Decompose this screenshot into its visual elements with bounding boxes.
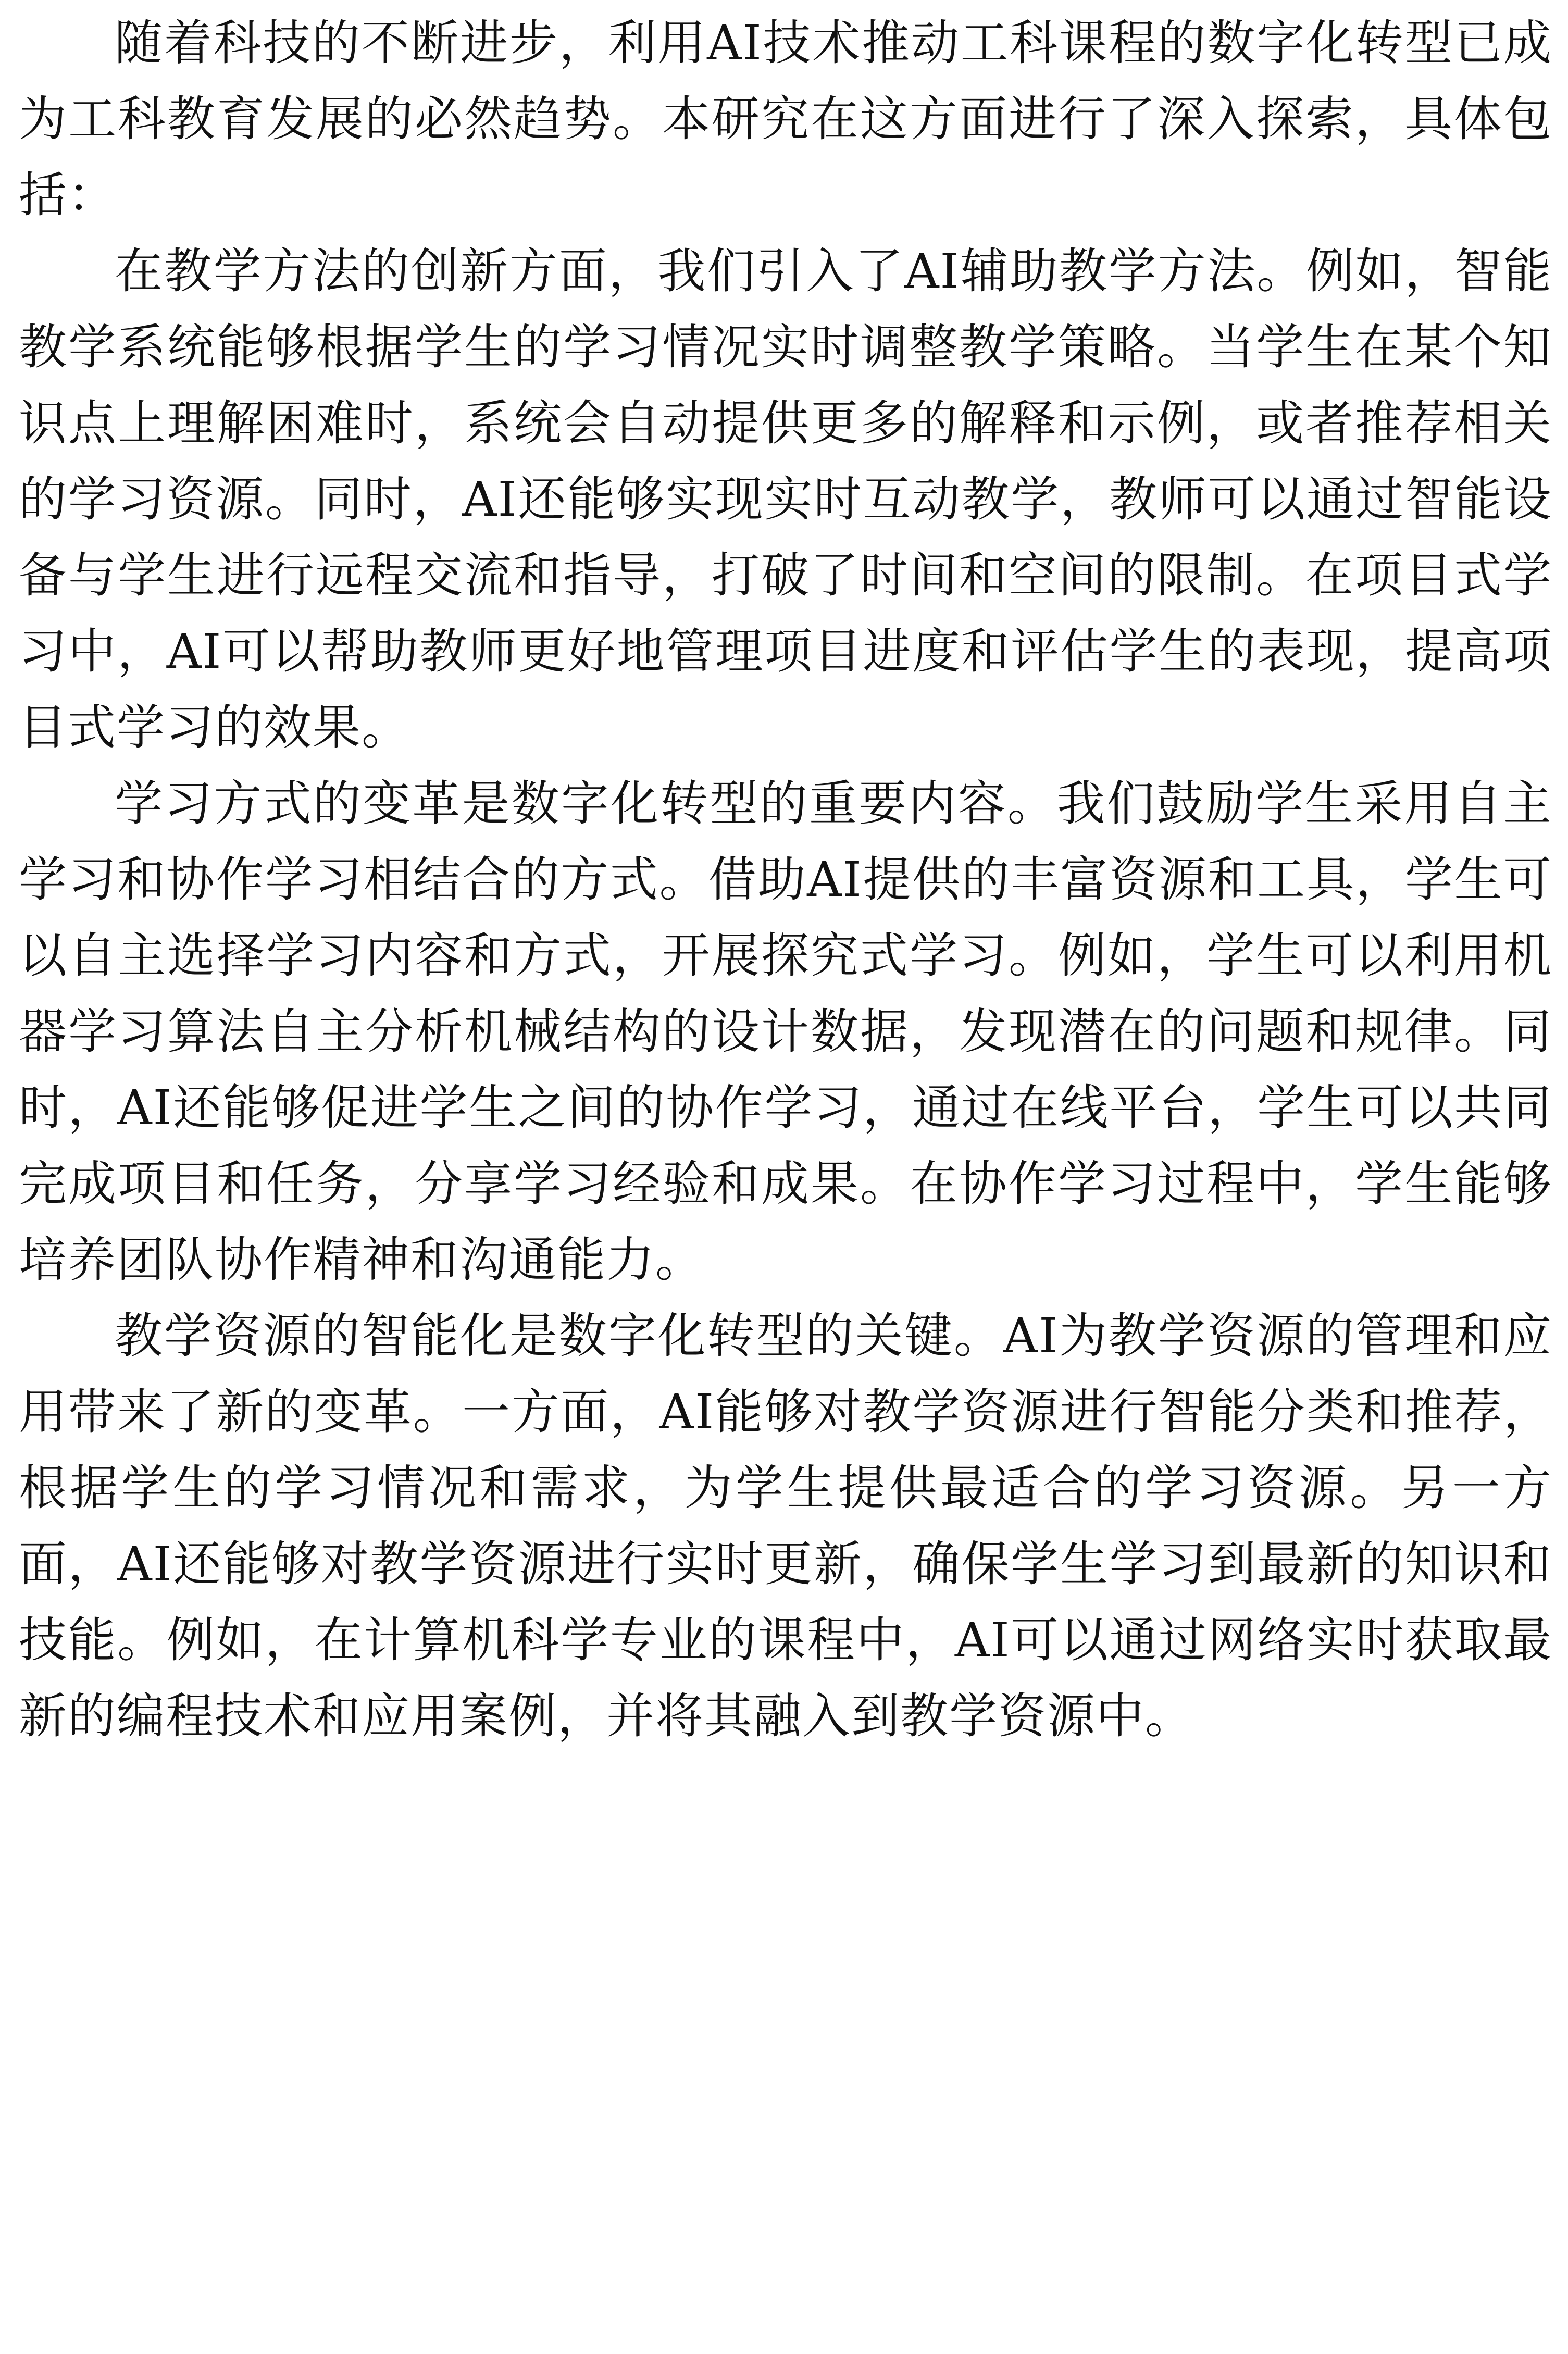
document-body	[19, 5, 1552, 1754]
paragraph-teaching-resources: 教学资源的智能化是数字化转型的关键。AI为教学资源的管理和应用带来了新的变革。一方面，AI能够对教学资源进行智能分类和推荐，根据学生的学习情况和需求，为学生提供最适合的学习资源。另一方面，AI还能够对教学资源进行实时更新，确保学生学习到最新的知识和技能。例如，在计算机科学专业的课程中，AI可以通过网络实时获取最新的编程技术和应用案例，并将其融入到教学资源中。	[19, 1308, 1552, 1744]
paragraph-teaching-methods: 在教学方法的创新方面，我们引入了AI辅助教学方法。例如，智能教学系统能够根据学生的学习情况实时调整教学策略。当学生在某个知识点上理解困难时，系统会自动提供更多的解释和示例，或者推荐相关的学习资源。同时，AI还能够实现实时互动教学，教师可以通过智能设备与学生进行远程交流和指导，打破了时间和空间的限制。在项目式学习中，AI可以帮助教师更好地管理项目进度和评估学生的表现，提高项目式学习的效果。	[19, 243, 1552, 755]
paragraph-learning-methods: 学习方式的变革是数字化转型的重要内容。我们鼓励学生采用自主学习和协作学习相结合的方式。借助AI提供的丰富资源和工具，学生可以自主选择学习内容和方式，开展探究式学习。例如，学生可以利用机器学习算法自主分析机械结构的设计数据，发现潜在的问题和规律。同时，AI还能够促进学生之间的协作学习，通过在线平台，学生可以共同完成项目和任务，分享学习经验和成果。在协作学习过程中，学生能够培养团队协作精神和沟通能力。	[19, 776, 1552, 1288]
paragraph-intro: 随着科技的不断进步，利用AI技术推动工科课程的数字化转型已成为工科教育发展的必然趋势。本研究在这方面进行了深入探索，具体包括：	[19, 15, 1552, 223]
